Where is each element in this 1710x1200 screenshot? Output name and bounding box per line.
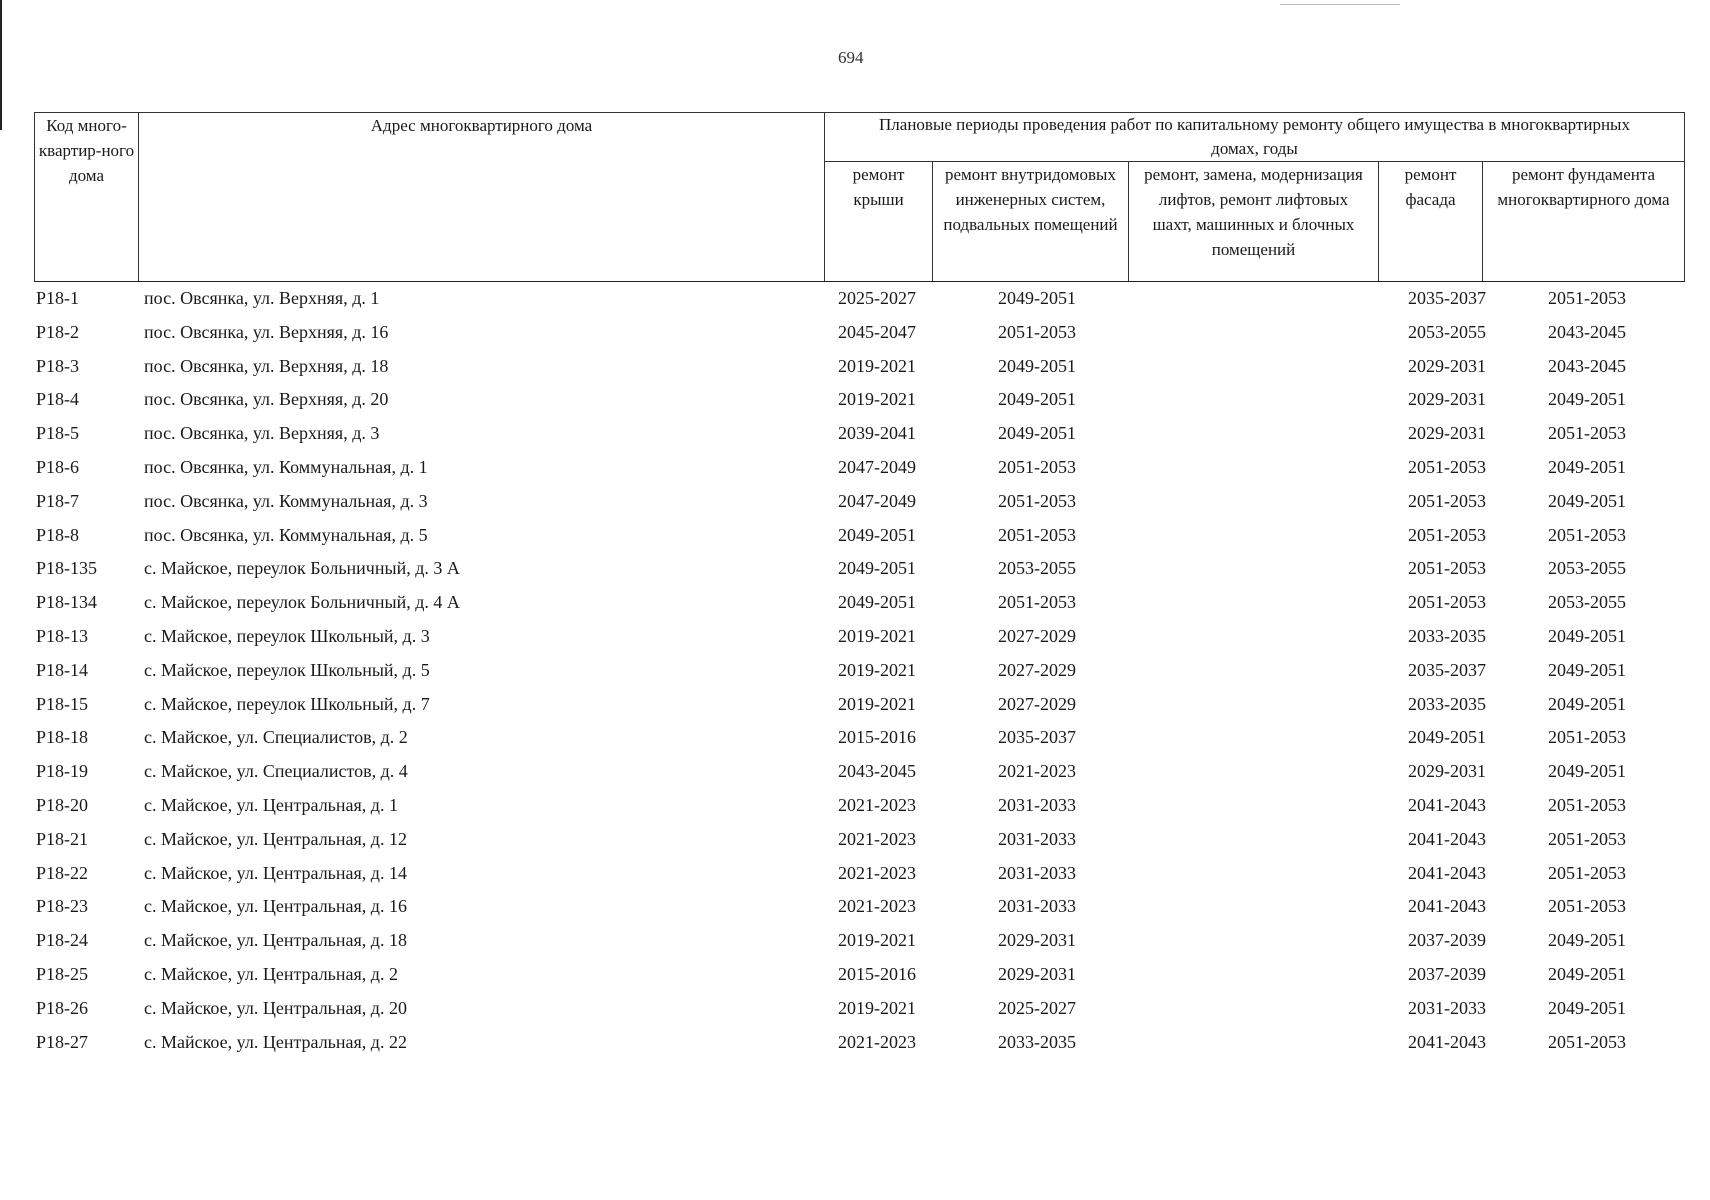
table-row bbox=[34, 890, 1684, 924]
cell-foundation: 2049-2051 bbox=[1548, 963, 1626, 984]
cell-foundation: 2049-2051 bbox=[1548, 456, 1626, 477]
cell-code: Р18-19 bbox=[36, 761, 89, 782]
cell-engineering: 2031-2033 bbox=[998, 896, 1076, 917]
table-row bbox=[34, 823, 1684, 857]
cell-code: Р18-4 bbox=[36, 389, 80, 410]
cell-address: с. Майское, ул. Центральная, д. 18 bbox=[144, 930, 407, 951]
cell-address: пос. Овсянка, ул. Верхняя, д. 16 bbox=[144, 321, 389, 342]
table-row bbox=[34, 417, 1684, 451]
header-engineering: ремонт внутридомовых инженерных систем, подвальных помещений bbox=[933, 162, 1129, 282]
cell-roof: 2019-2021 bbox=[838, 355, 916, 376]
cell-address: с. Майское, ул. Центральная, д. 22 bbox=[144, 1031, 407, 1052]
cell-address: с. Майское, ул. Центральная, д. 16 bbox=[144, 896, 407, 917]
cell-engineering: 2051-2053 bbox=[998, 592, 1076, 613]
table-row bbox=[34, 620, 1684, 654]
cell-engineering: 2021-2023 bbox=[998, 761, 1076, 782]
header-foundation: ремонт фундамента многоквартирного дома bbox=[1483, 162, 1685, 282]
table-row bbox=[34, 924, 1684, 958]
cell-code: Р18-2 bbox=[36, 321, 80, 342]
cell-foundation: 2053-2055 bbox=[1548, 592, 1626, 613]
cell-foundation: 2049-2051 bbox=[1548, 389, 1626, 410]
cell-engineering: 2049-2051 bbox=[998, 389, 1076, 410]
cell-roof: 2015-2016 bbox=[838, 727, 916, 748]
table-body bbox=[34, 282, 1684, 1059]
cell-code: Р18-23 bbox=[36, 896, 89, 917]
cell-roof: 2025-2027 bbox=[838, 288, 916, 308]
cell-engineering: 2051-2053 bbox=[998, 321, 1076, 342]
cell-code: Р18-25 bbox=[36, 963, 89, 984]
cell-address: с. Майское, переулок Больничный, д. 3 А bbox=[144, 558, 460, 579]
cell-roof: 2019-2021 bbox=[838, 693, 916, 714]
table-row bbox=[34, 1026, 1684, 1060]
cell-facade: 2029-2031 bbox=[1408, 761, 1486, 782]
header-address: Адрес многоквартирного дома bbox=[139, 113, 825, 282]
cell-engineering: 2051-2053 bbox=[998, 490, 1076, 511]
cell-foundation: 2051-2053 bbox=[1548, 288, 1626, 308]
cell-roof: 2049-2051 bbox=[838, 558, 916, 579]
cell-roof: 2021-2023 bbox=[838, 862, 916, 883]
header-periods-group: Плановые периоды проведения работ по капитальному ремонту общего имущества в многоквартирных домах, годы bbox=[825, 113, 1685, 162]
cell-address: пос. Овсянка, ул. Коммунальная, д. 3 bbox=[144, 490, 428, 511]
cell-foundation: 2043-2045 bbox=[1548, 321, 1626, 342]
cell-roof: 2021-2023 bbox=[838, 896, 916, 917]
cell-address: с. Майское, ул. Специалистов, д. 2 bbox=[144, 727, 408, 748]
table-row bbox=[34, 519, 1684, 553]
table-row bbox=[34, 485, 1684, 519]
table-row bbox=[34, 755, 1684, 789]
cell-engineering: 2033-2035 bbox=[998, 1031, 1076, 1052]
cell-roof: 2021-2023 bbox=[838, 794, 916, 815]
table-row bbox=[34, 586, 1684, 620]
cell-code: Р18-134 bbox=[36, 592, 98, 613]
cell-engineering: 2029-2031 bbox=[998, 963, 1076, 984]
cell-foundation: 2051-2053 bbox=[1548, 862, 1626, 883]
cell-facade: 2051-2053 bbox=[1408, 456, 1486, 477]
cell-code: Р18-7 bbox=[36, 490, 80, 511]
cell-engineering: 2027-2029 bbox=[998, 625, 1076, 646]
cell-code: Р18-5 bbox=[36, 423, 80, 444]
cell-foundation: 2051-2053 bbox=[1548, 1031, 1626, 1052]
cell-facade: 2035-2037 bbox=[1408, 659, 1486, 680]
cell-address: с. Майское, переулок Школьный, д. 7 bbox=[144, 693, 430, 714]
cell-foundation: 2051-2053 bbox=[1548, 794, 1626, 815]
table-row bbox=[34, 451, 1684, 485]
cell-roof: 2019-2021 bbox=[838, 930, 916, 951]
table-row bbox=[34, 350, 1684, 384]
cell-facade: 2035-2037 bbox=[1408, 288, 1486, 308]
cell-roof: 2015-2016 bbox=[838, 963, 916, 984]
scan-edge-mark bbox=[0, 0, 2, 130]
cell-facade: 2041-2043 bbox=[1408, 896, 1486, 917]
header-roof: ремонт крыши bbox=[825, 162, 933, 282]
cell-engineering: 2031-2033 bbox=[998, 794, 1076, 815]
table-row bbox=[34, 958, 1684, 992]
cell-code: Р18-135 bbox=[36, 558, 98, 579]
cell-code: Р18-22 bbox=[36, 862, 89, 883]
table-row bbox=[34, 316, 1684, 350]
cell-foundation: 2051-2053 bbox=[1548, 828, 1626, 849]
table-header bbox=[34, 112, 1685, 282]
cell-address: с. Майское, переулок Школьный, д. 3 bbox=[144, 625, 430, 646]
cell-roof: 2019-2021 bbox=[838, 659, 916, 680]
cell-foundation: 2049-2051 bbox=[1548, 659, 1626, 680]
cell-foundation: 2049-2051 bbox=[1548, 930, 1626, 951]
header-code: Код много-квартир-ного дома bbox=[35, 113, 139, 282]
cell-foundation: 2051-2053 bbox=[1548, 727, 1626, 748]
cell-facade: 2029-2031 bbox=[1408, 423, 1486, 444]
table-row bbox=[34, 688, 1684, 722]
cell-address: с. Майское, ул. Центральная, д. 1 bbox=[144, 794, 398, 815]
cell-roof: 2019-2021 bbox=[838, 997, 916, 1018]
cell-address: с. Майское, ул. Центральная, д. 2 bbox=[144, 963, 398, 984]
cell-code: Р18-1 bbox=[36, 288, 80, 308]
cell-engineering: 2049-2051 bbox=[998, 288, 1076, 308]
cell-facade: 2029-2031 bbox=[1408, 355, 1486, 376]
table-row bbox=[34, 383, 1684, 417]
cell-facade: 2051-2053 bbox=[1408, 558, 1486, 579]
cell-engineering: 2027-2029 bbox=[998, 659, 1076, 680]
cell-code: Р18-14 bbox=[36, 659, 89, 680]
scan-artifact-line bbox=[1280, 4, 1400, 5]
cell-facade: 2029-2031 bbox=[1408, 389, 1486, 410]
cell-engineering: 2027-2029 bbox=[998, 693, 1076, 714]
cell-foundation: 2049-2051 bbox=[1548, 761, 1626, 782]
table-row bbox=[34, 552, 1684, 586]
cell-engineering: 2053-2055 bbox=[998, 558, 1076, 579]
cell-facade: 2031-2033 bbox=[1408, 997, 1486, 1018]
cell-address: пос. Овсянка, ул. Верхняя, д. 20 bbox=[144, 389, 389, 410]
table-row bbox=[34, 857, 1684, 891]
cell-roof: 2049-2051 bbox=[838, 592, 916, 613]
header-facade: ремонт фасада bbox=[1379, 162, 1483, 282]
cell-code: Р18-13 bbox=[36, 625, 89, 646]
cell-code: Р18-21 bbox=[36, 828, 89, 849]
cell-code: Р18-6 bbox=[36, 456, 80, 477]
cell-facade: 2049-2051 bbox=[1408, 727, 1486, 748]
cell-foundation: 2049-2051 bbox=[1548, 997, 1626, 1018]
cell-roof: 2019-2021 bbox=[838, 625, 916, 646]
cell-address: пос. Овсянка, ул. Верхняя, д. 1 bbox=[144, 288, 380, 308]
cell-engineering: 2051-2053 bbox=[998, 524, 1076, 545]
cell-engineering: 2049-2051 bbox=[998, 355, 1076, 376]
cell-foundation: 2051-2053 bbox=[1548, 896, 1626, 917]
cell-roof: 2039-2041 bbox=[838, 423, 916, 444]
cell-engineering: 2049-2051 bbox=[998, 423, 1076, 444]
cell-facade: 2037-2039 bbox=[1408, 930, 1486, 951]
table-row bbox=[34, 721, 1684, 755]
cell-address: с. Майское, ул. Центральная, д. 20 bbox=[144, 997, 407, 1018]
cell-facade: 2053-2055 bbox=[1408, 321, 1486, 342]
cell-address: с. Майское, переулок Больничный, д. 4 А bbox=[144, 592, 460, 613]
cell-address: с. Майское, ул. Центральная, д. 14 bbox=[144, 862, 407, 883]
cell-code: Р18-3 bbox=[36, 355, 80, 376]
cell-foundation: 2049-2051 bbox=[1548, 625, 1626, 646]
cell-roof: 2049-2051 bbox=[838, 524, 916, 545]
cell-facade: 2041-2043 bbox=[1408, 828, 1486, 849]
cell-address: пос. Овсянка, ул. Коммунальная, д. 5 bbox=[144, 524, 428, 545]
cell-roof: 2045-2047 bbox=[838, 321, 916, 342]
cell-address: пос. Овсянка, ул. Коммунальная, д. 1 bbox=[144, 456, 428, 477]
cell-facade: 2041-2043 bbox=[1408, 794, 1486, 815]
cell-engineering: 2051-2053 bbox=[998, 456, 1076, 477]
capital-repair-table bbox=[34, 112, 1684, 1059]
cell-address: пос. Овсянка, ул. Верхняя, д. 18 bbox=[144, 355, 389, 376]
cell-foundation: 2049-2051 bbox=[1548, 490, 1626, 511]
cell-code: Р18-18 bbox=[36, 727, 89, 748]
cell-roof: 2021-2023 bbox=[838, 828, 916, 849]
cell-roof: 2021-2023 bbox=[838, 1031, 916, 1052]
table-row bbox=[34, 654, 1684, 688]
cell-address: с. Майское, ул. Центральная, д. 12 bbox=[144, 828, 407, 849]
cell-facade: 2051-2053 bbox=[1408, 592, 1486, 613]
cell-engineering: 2025-2027 bbox=[998, 997, 1076, 1018]
cell-roof: 2047-2049 bbox=[838, 490, 916, 511]
cell-code: Р18-15 bbox=[36, 693, 89, 714]
cell-foundation: 2051-2053 bbox=[1548, 524, 1626, 545]
header-elevators: ремонт, замена, модернизация лифтов, ремонт лифтовых шахт, машинных и блочных помещений bbox=[1129, 162, 1379, 282]
cell-roof: 2019-2021 bbox=[838, 389, 916, 410]
table-row bbox=[34, 789, 1684, 823]
cell-code: Р18-26 bbox=[36, 997, 89, 1018]
cell-roof: 2043-2045 bbox=[838, 761, 916, 782]
cell-foundation: 2049-2051 bbox=[1548, 693, 1626, 714]
cell-engineering: 2029-2031 bbox=[998, 930, 1076, 951]
cell-roof: 2047-2049 bbox=[838, 456, 916, 477]
cell-engineering: 2031-2033 bbox=[998, 862, 1076, 883]
cell-code: Р18-20 bbox=[36, 794, 89, 815]
cell-foundation: 2051-2053 bbox=[1548, 423, 1626, 444]
cell-facade: 2041-2043 bbox=[1408, 1031, 1486, 1052]
page-number: 694 bbox=[838, 48, 864, 67]
cell-code: Р18-24 bbox=[36, 930, 89, 951]
cell-code: Р18-27 bbox=[36, 1031, 89, 1052]
cell-facade: 2051-2053 bbox=[1408, 524, 1486, 545]
table-row bbox=[34, 282, 1684, 316]
cell-facade: 2041-2043 bbox=[1408, 862, 1486, 883]
table-row bbox=[34, 992, 1684, 1026]
cell-engineering: 2035-2037 bbox=[998, 727, 1076, 748]
cell-code: Р18-8 bbox=[36, 524, 80, 545]
cell-address: с. Майское, переулок Школьный, д. 5 bbox=[144, 659, 430, 680]
cell-address: пос. Овсянка, ул. Верхняя, д. 3 bbox=[144, 423, 380, 444]
cell-facade: 2033-2035 bbox=[1408, 625, 1486, 646]
cell-facade: 2033-2035 bbox=[1408, 693, 1486, 714]
cell-foundation: 2043-2045 bbox=[1548, 355, 1626, 376]
cell-foundation: 2053-2055 bbox=[1548, 558, 1626, 579]
cell-facade: 2037-2039 bbox=[1408, 963, 1486, 984]
cell-facade: 2051-2053 bbox=[1408, 490, 1486, 511]
cell-engineering: 2031-2033 bbox=[998, 828, 1076, 849]
cell-address: с. Майское, ул. Специалистов, д. 4 bbox=[144, 761, 408, 782]
